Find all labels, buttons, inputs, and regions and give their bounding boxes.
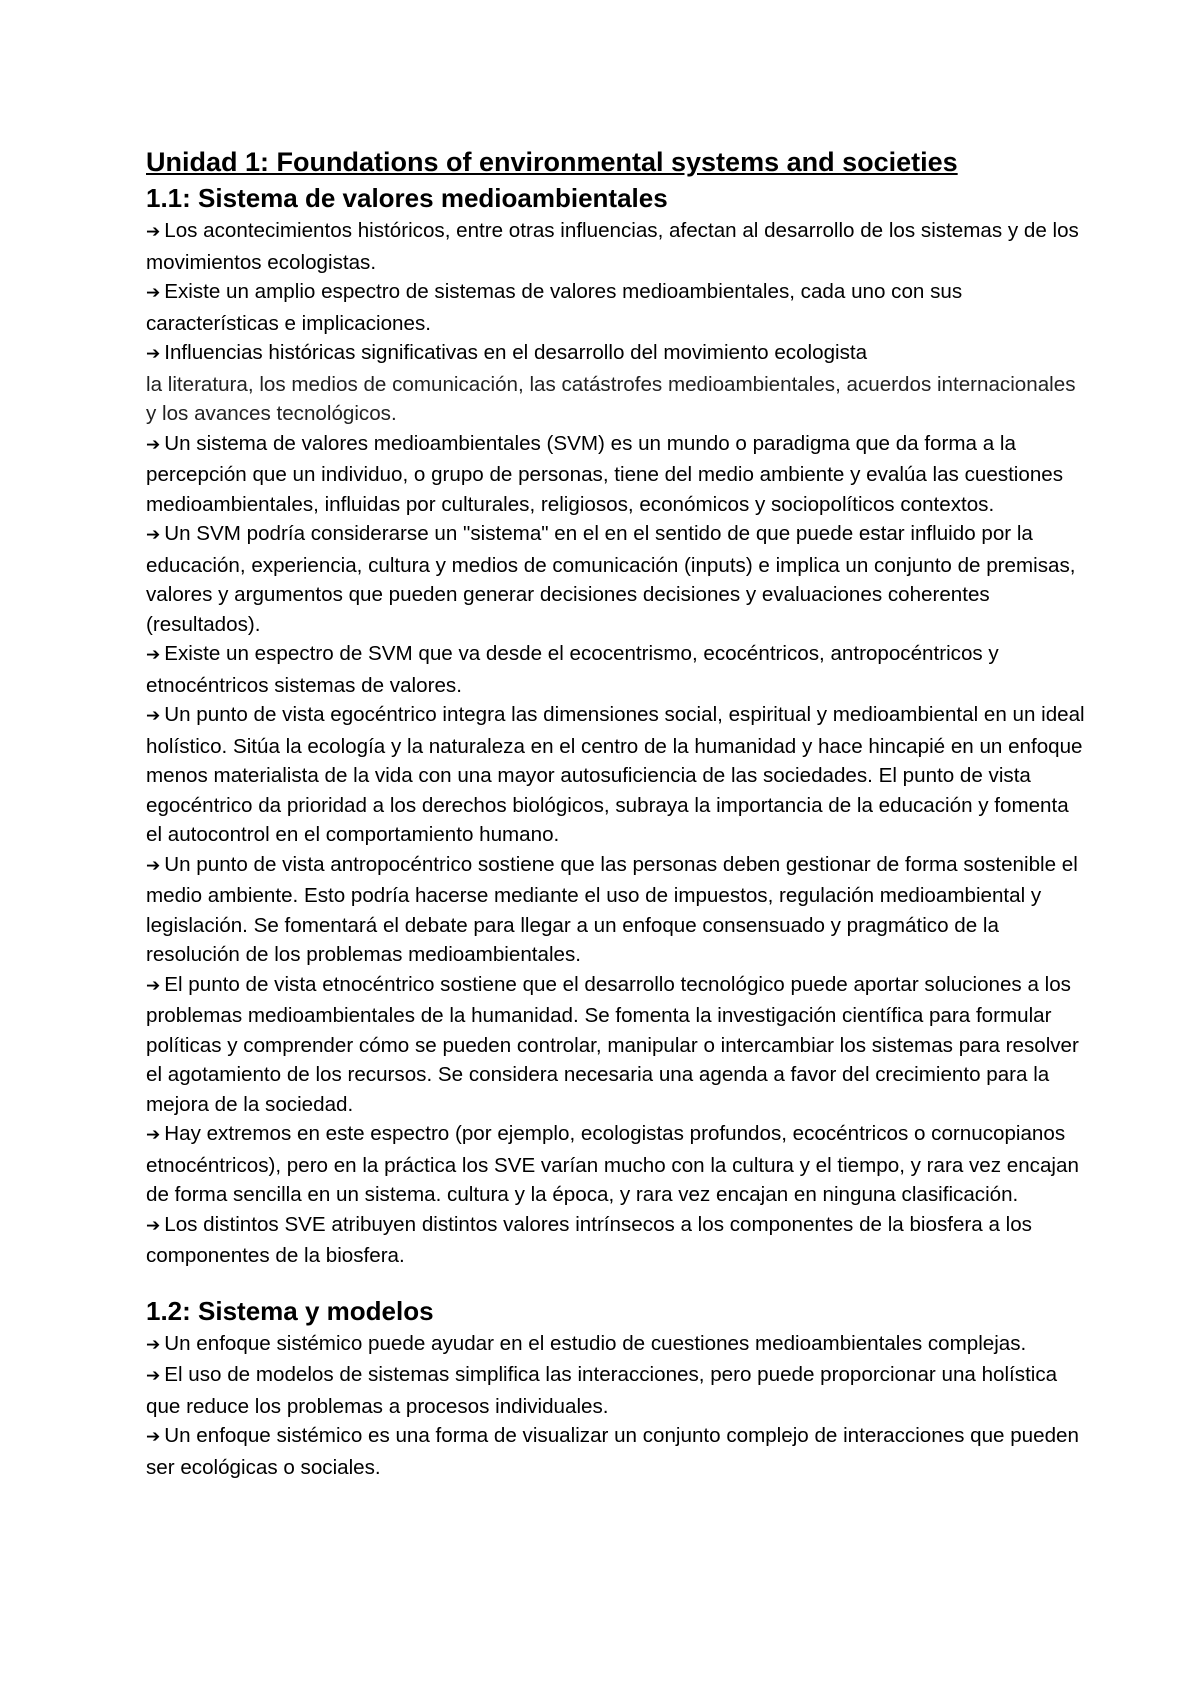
bullet-text: Un punto de vista antropocéntrico sostiene que las personas deben gestionar de forma sostenible el medio ambiente. Esto podría hacerse mediante el uso de impuestos, regulación medioambiental y legislación. Se fomentará el debate para llegar a un enfoque consensuado y pragmático de la resolución de los problemas medioambientales. [146, 852, 1078, 966]
bullet-text: Hay extremos en este espectro (por ejemplo, ecologistas profundos, ecocéntricos o cornucopianos etnocéntricos), pero en la práctica los SVE varían mucho con la cultura y el tiempo, y rara vez encajan de forma sencilla en un sistema. cultura y la época, y rara vez encajan en ninguna clasificación. [146, 1122, 1079, 1206]
bullet-paragraph [146, 1421, 1086, 1482]
bullet-text: Los distintos SVE atribuyen distintos valores intrínsecos a los componentes de la biosfera a los componentes de la biosfera. [146, 1212, 1032, 1267]
arrow-icon: ➔ [146, 222, 161, 242]
arrow-icon: ➔ [146, 434, 161, 455]
arrow-icon: ➔ [146, 283, 161, 303]
arrow-icon: ➔ [146, 706, 161, 726]
bullet-paragraph [146, 700, 1086, 850]
bullet-paragraph [146, 970, 1086, 1120]
bullet-paragraph [146, 277, 1086, 338]
section-title-1-1: 1.1: Sistema de valores medioambientales [146, 183, 668, 213]
bullet-paragraph [146, 1360, 1086, 1421]
bullet-paragraph [146, 639, 1086, 700]
bullet-paragraph [146, 338, 1086, 370]
bullet-paragraph [146, 1119, 1086, 1210]
bullet-text: Existe un amplio espectro de sistemas de valores medioambientales, cada uno con sus características e implicaciones. [146, 280, 963, 335]
bullet-paragraph [146, 1210, 1086, 1271]
unit-title: Unidad 1: Foundations of environmental systems and societies [146, 147, 958, 177]
bullet-text: Un sistema de valores medioambientales (SVM) es un mundo o paradigma que da forma a la percepción que un individuo, o grupo de personas, tiene del medio ambiente y evalúa las cuestiones medioambientales, influidas por culturales, religiosos, económicos y sociopolíticos contextos. [146, 431, 1064, 516]
arrow-icon: ➔ [146, 525, 161, 545]
arrow-icon: ➔ [146, 1125, 161, 1145]
arrow-icon: ➔ [146, 645, 161, 665]
arrow-icon: ➔ [146, 344, 161, 364]
bullet-paragraph [146, 850, 1086, 970]
arrow-icon: ➔ [146, 855, 161, 876]
bullet-paragraph [146, 1329, 1086, 1361]
bullet-paragraph [146, 429, 1086, 520]
bullet-text: El punto de vista etnocéntrico sostiene que el desarrollo tecnológico puede aportar soluciones a los problemas medioambientales de la humanidad. Se fomenta la investigación científica para formular políticas y comprender cómo se pueden controlar, manipular o intercambiar los sistemas para resolver el agotamiento de los recursos. Se considera necesaria una agenda a favor del crecimiento para la mejora de la sociedad. [146, 972, 1079, 1116]
bullet-paragraph [146, 216, 1086, 277]
bullet-text: Existe un espectro de SVM que va desde el ecocentrismo, ecocéntricos, antropocéntricos y etnocéntricos sistemas de valores. [146, 642, 999, 697]
bullet-paragraph [146, 519, 1086, 639]
section-title-1-2: 1.2: Sistema y modelos [146, 1295, 434, 1326]
influences-detail-text: la literatura, los medios de comunicación, las catástrofes medioambientales, acuerdos internacionales y los avances tecnológicos. [146, 372, 1076, 425]
bullet-text: El uso de modelos de sistemas simplifica las interacciones, pero puede proporcionar una holística que reduce los problemas a procesos individuales. [146, 1363, 1058, 1418]
arrow-icon: ➔ [146, 1215, 161, 1236]
bullet-text: Influencias históricas significativas en el desarrollo del movimiento ecologista [164, 341, 868, 364]
bullet-text: Un punto de vista egocéntrico integra las dimensiones social, espiritual y medioambiental en un ideal holístico. Sitúa la ecología y la naturaleza en el centro de la humanidad y hace hincapié en un enfoque menos materialista de la vida con una mayor autosuficiencia de las sociedades. El punto de vista egocéntrico da prioridad a los derechos biológicos, subraya la importancia de la educación y fomenta el autocontrol en el comportamiento humano. [146, 703, 1085, 846]
bullet-text: Un enfoque sistémico puede ayudar en el estudio de cuestiones medioambientales complejas. [164, 1331, 1027, 1355]
arrow-icon: ➔ [146, 1366, 161, 1386]
bullet-text: Los acontecimientos históricos, entre otras influencias, afectan al desarrollo de los sistemas y de los movimientos ecologistas. [146, 219, 1079, 274]
arrow-icon: ➔ [146, 1427, 161, 1447]
arrow-icon: ➔ [146, 1334, 161, 1355]
document-page [146, 144, 1086, 1482]
bullet-text: Un SVM podría considerarse un "sistema" en el en el sentido de que puede estar influido por la educación, experiencia, cultura y medios de comunicación (inputs) e implica un conjunto de premisas, valores y argumentos que pueden generar decisiones decisiones y evaluaciones coherentes (resultados). [146, 522, 1076, 636]
bullet-text: Un enfoque sistémico es una forma de visualizar un conjunto complejo de interacciones que pueden ser ecológicas o sociales. [146, 1424, 1079, 1479]
arrow-icon: ➔ [146, 975, 161, 996]
